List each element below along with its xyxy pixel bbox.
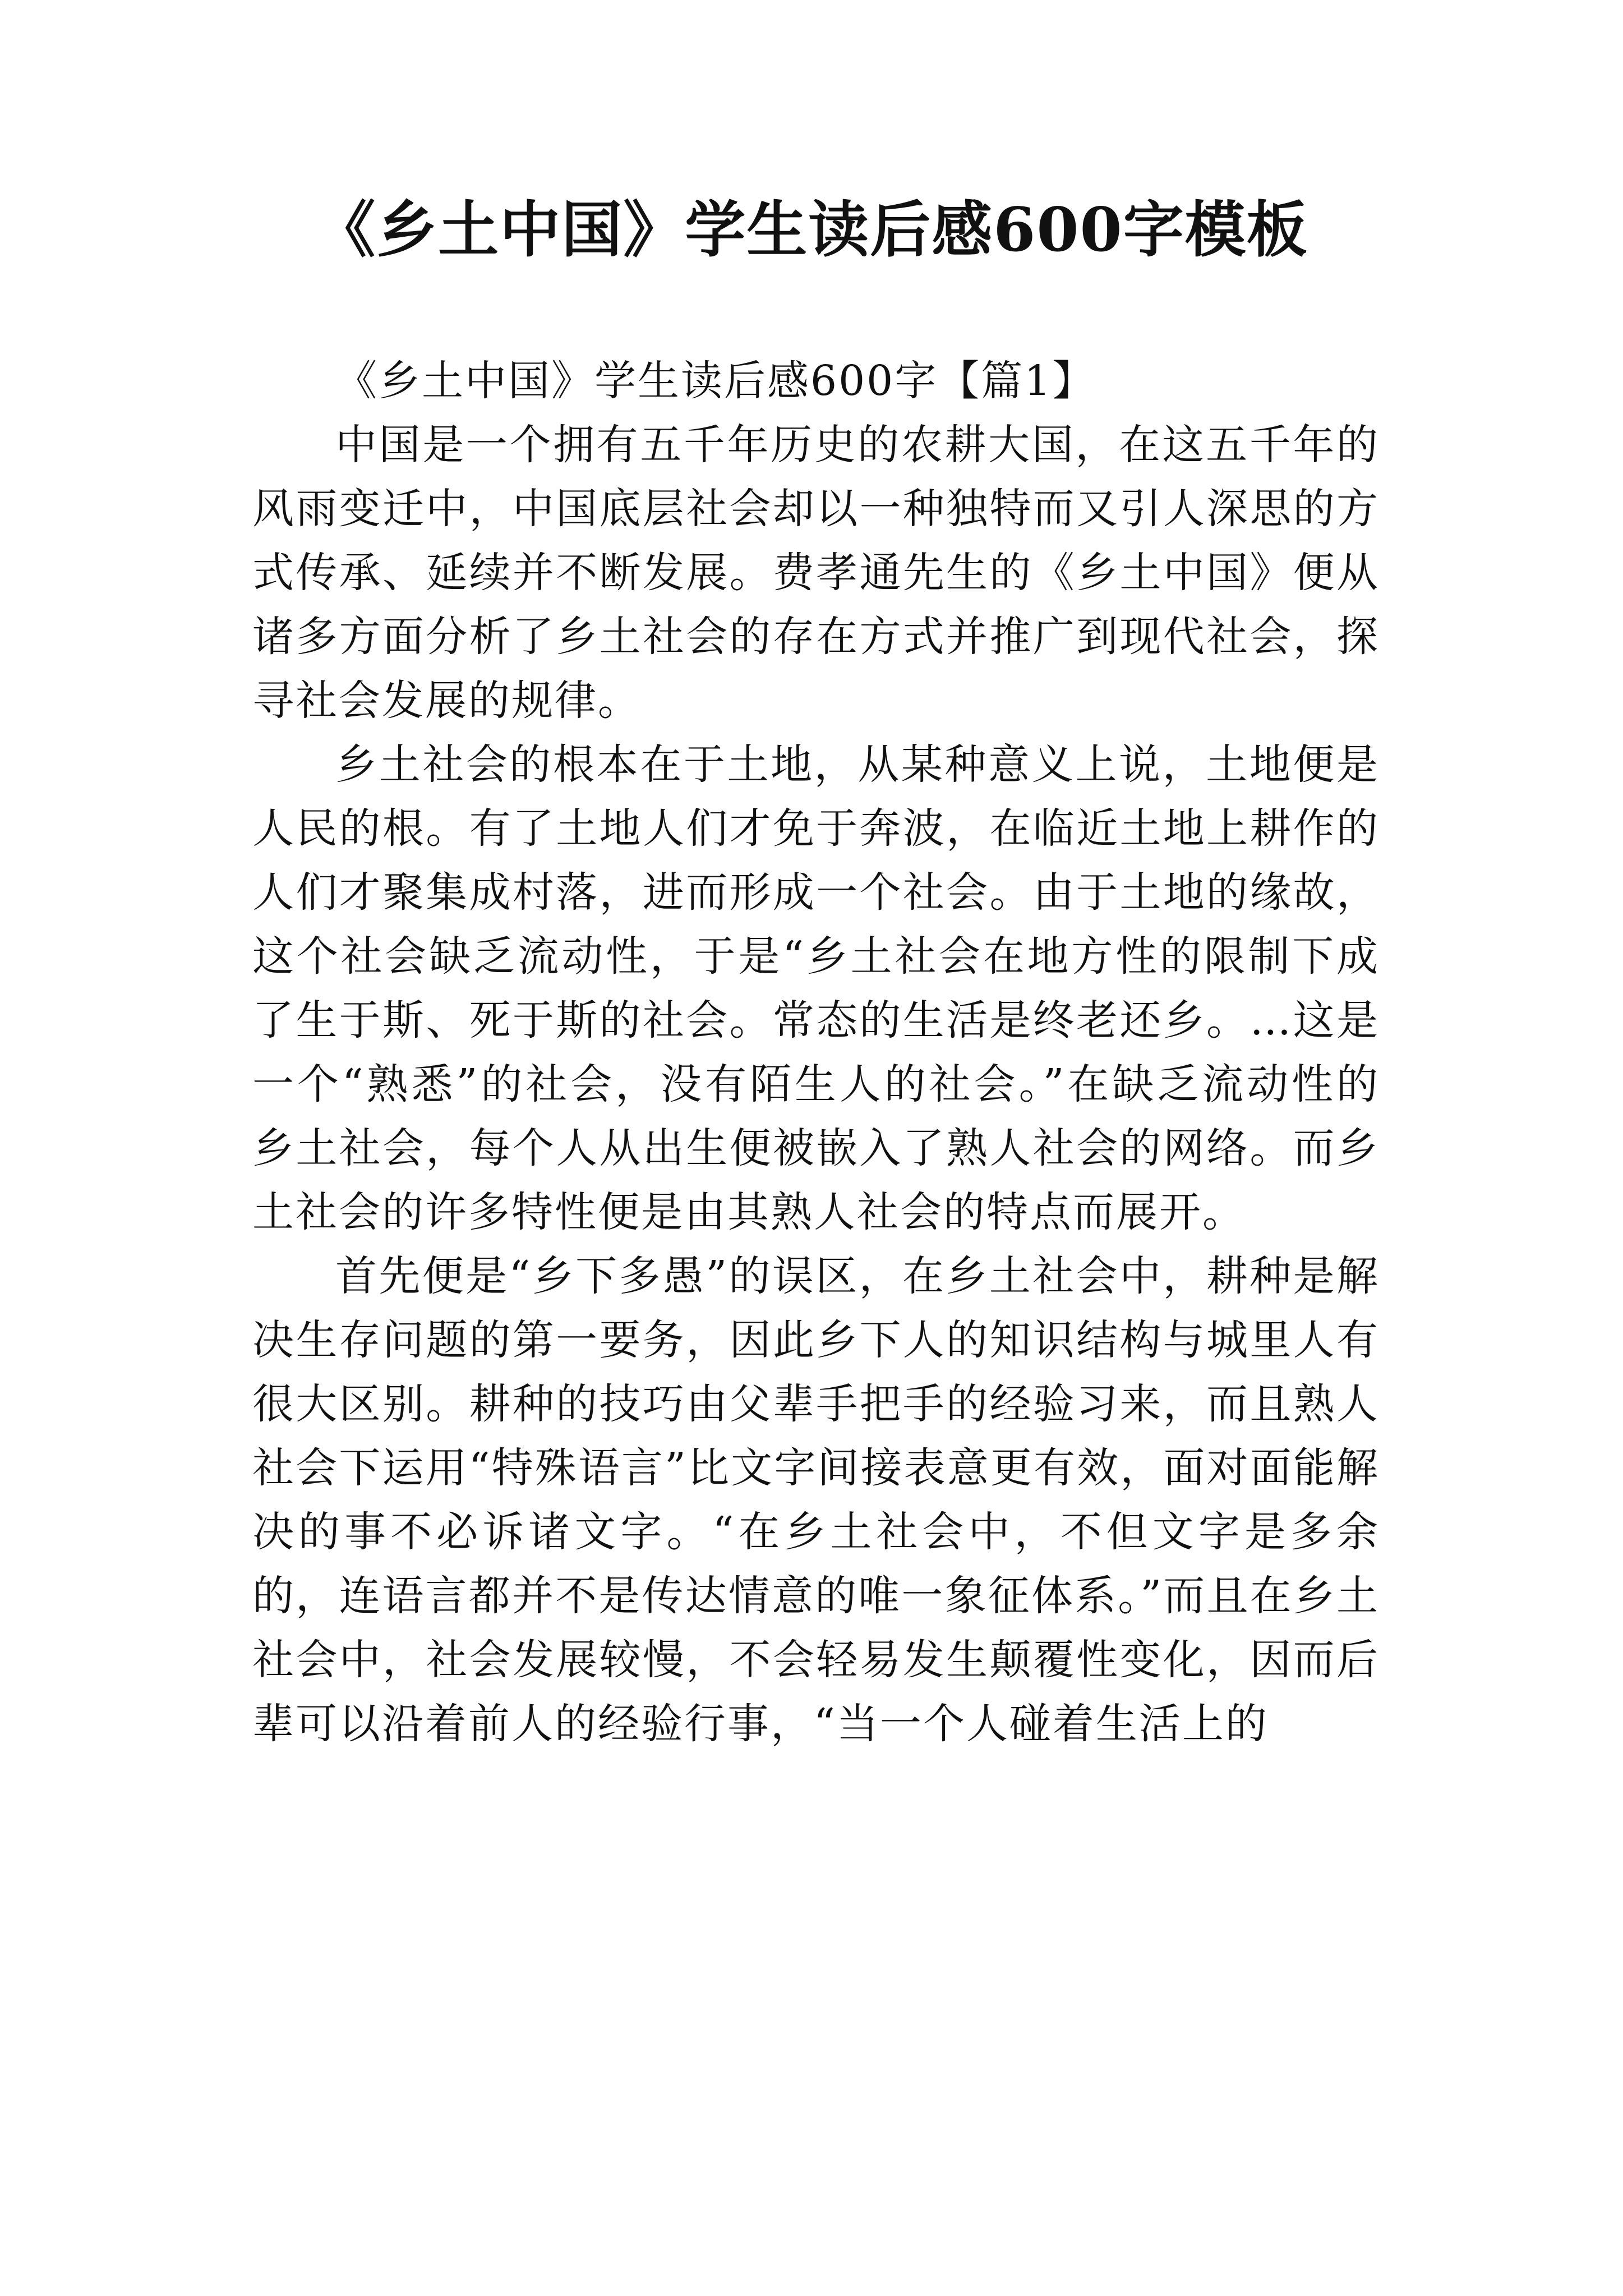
document-body <box>252 349 1380 1756</box>
paragraph: 乡土社会的根本在于土地，从某种意义上说，土地便是人民的根。有了土地人们才免于奔波，在临近土地上耕作的人们才聚集成村落，进而形成一个社会。由于土地的缘故，这个社会缺乏流动性，于是“乡土社会在地方性的限制下成了生于斯、死于斯的社会。常态的生活是终老还乡。…这是一个“熟悉”的社会，没有陌生人的社会。”在缺乏流动性的乡土社会，每个人从出生便被嵌入了熟人社会的网络。而乡土社会的许多特性便是由其熟人社会的特点而展开。 <box>252 740 1380 1236</box>
document-title: 《乡土中国》学生读后感600字模板 <box>315 195 1308 265</box>
paragraph: 中国是一个拥有五千年历史的农耕大国，在这五千年的风雨变迁中，中国底层社会却以一种独特而又引人深思的方式传承、延续并不断发展。费孝通先生的《乡土中国》便从诸多方面分析了乡土社会的存在方式并推广到现代社会，探寻社会发展的规律。 <box>252 421 1380 725</box>
paragraph: 首先便是“乡下多愚”的误区，在乡土社会中，耕种是解决生存问题的第一要务，因此乡下人的知识结构与城里人有很大区别。耕种的技巧由父辈手把手的经验习来，而且熟人社会下运用“特殊语言”比文字间接表意更有效，面对面能解决的事不必诉诸文字。“在乡土社会中，不但文字是多余的，连语言都并不是传达情意的唯一象征体系。”而且在乡土社会中，社会发展较慢，不会轻易发生颠覆性变化，因而后辈可以沿着前人的经验行事，“当一个人碰着生活上的 <box>252 1252 1380 1748</box>
section-heading: 《乡土中国》学生读后感600字【篇1】 <box>335 357 1096 405</box>
